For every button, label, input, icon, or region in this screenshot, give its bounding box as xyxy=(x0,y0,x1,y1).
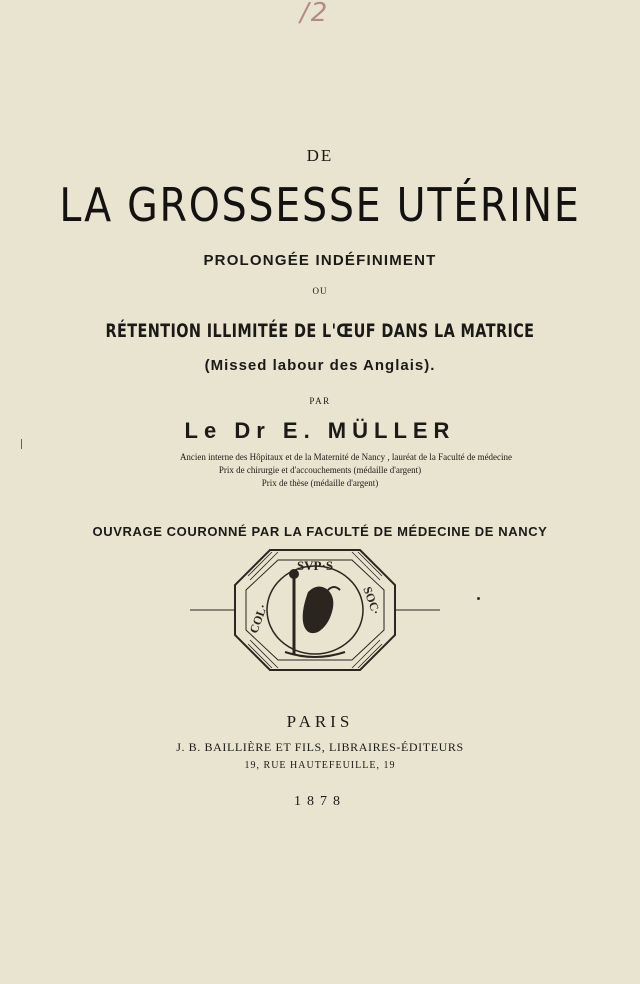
handwritten-note: /2 xyxy=(300,0,330,28)
publisher-seal xyxy=(190,540,440,680)
alternate-title: RÉTENTION ILLIMITÉE DE L'ŒUF DANS LA MATRICE xyxy=(105,320,535,342)
seal-right-text: SOC· xyxy=(360,584,384,617)
award-line: OUVRAGE COURONNÉ PAR LA FACULTÉ DE MÉDECINE DE NANCY xyxy=(92,524,548,539)
by-label: PAR xyxy=(309,396,331,406)
imprint-publisher: J. B. BAILLIÈRE ET FILS, LIBRAIRES-ÉDITEURS xyxy=(176,740,464,754)
author-name: Le Dr E. MÜLLER xyxy=(184,418,456,443)
ink-mark xyxy=(21,439,22,449)
title-prefix: DE xyxy=(306,146,334,165)
seal-top-text: SVP·S xyxy=(296,558,334,573)
imprint-city: PARIS xyxy=(286,712,354,731)
conjunction-ou: OU xyxy=(312,286,328,296)
subtitle: PROLONGÉE INDÉFINIMENT xyxy=(203,252,437,269)
seal-left-text: COL· xyxy=(246,602,270,636)
main-title: LA GROSSESSE UTÉRINE xyxy=(59,178,581,232)
credential-line: Prix de chirurgie et d'accouchements (médaille d'argent) xyxy=(218,465,422,475)
english-note: (Missed labour des Anglais). xyxy=(204,357,436,374)
credential-line: Ancien interne des Hôpitaux et de la Maternité de Nancy , lauréat de la Faculté de médecine xyxy=(179,452,513,462)
imprint-address: 19, RUE HAUTEFEUILLE, 19 xyxy=(244,760,396,771)
imprint-year: 1878 xyxy=(294,794,346,809)
ink-speck xyxy=(477,597,480,600)
seal-emblem-icon xyxy=(190,540,440,680)
credential-line: Prix de thèse (médaille d'argent) xyxy=(261,478,379,488)
